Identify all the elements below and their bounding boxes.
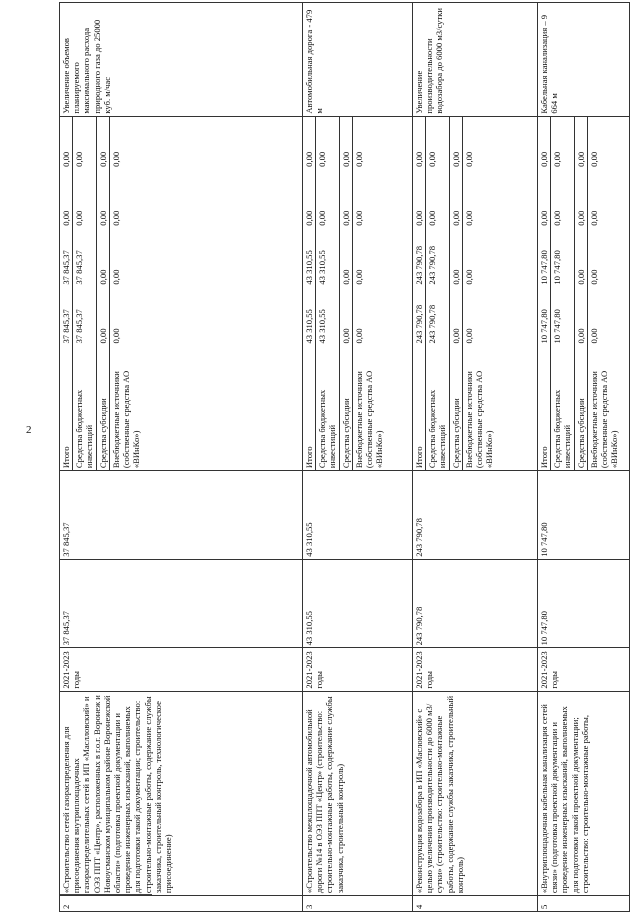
funding-breakdown — [413, 117, 495, 471]
funding-source-label: Средства бюджетных инвестиций — [316, 346, 339, 471]
funding-row — [551, 117, 574, 471]
funding-value-v2: 43 310,55 — [316, 228, 339, 287]
funding-source-label: Внебюджетные источники (собственные средства АО «ВИнКо») — [463, 370, 495, 469]
funding-sources — [538, 116, 630, 471]
funding-value-v2: 243 790,78 — [413, 228, 426, 287]
funding-sources — [303, 116, 413, 471]
funding-value-v3: 0,00 — [551, 169, 574, 228]
funding-value-v2: 0,00 — [339, 228, 352, 287]
funding-value-v4: 0,00 — [551, 117, 574, 169]
expected-result: Кабельная канализация – 9 664 м — [538, 3, 630, 117]
funding-value-v4: 0,00 — [110, 151, 121, 167]
funding-source-label: Средства бюджетных инвестиций — [551, 346, 574, 471]
funding-row — [60, 117, 73, 471]
funding-source-label: Внебюджетные источники (собственные средства АО «ВИнКо») — [588, 370, 620, 469]
funding-sources — [60, 116, 303, 471]
funding-value-v1: 10 747,80 — [551, 287, 574, 346]
funding-value-v4: 0,00 — [73, 117, 96, 169]
budget-cost: 243 790,78 — [413, 471, 538, 560]
funding-value-v4: 0,00 — [574, 117, 587, 169]
funding-value-v1: 0,00 — [449, 287, 462, 346]
funding-value-v3: 0,00 — [538, 169, 551, 228]
expected-result: Увеличение объемов планируемого максимального расхода природного газа до 25000 куб. м/час — [60, 3, 303, 117]
funding-value-v3: 0,00 — [339, 169, 352, 228]
funding-value-v1: 0,00 — [588, 328, 599, 344]
funding-value-v1: 243 790,78 — [413, 287, 426, 346]
funding-source-label: Средства бюджетных инвестиций — [426, 346, 449, 471]
row-number: 4 — [413, 896, 538, 912]
funding-value-v1: 0,00 — [463, 328, 474, 344]
funding-value-v4: 0,00 — [60, 117, 73, 169]
funding-value-v2: 10 747,80 — [551, 228, 574, 287]
period: 2021-2023 годы — [303, 648, 413, 691]
funding-value-v2: 0,00 — [353, 269, 364, 285]
funding-value-v2: 37 845,37 — [73, 228, 96, 287]
total-cost: 10 747,80 — [538, 559, 630, 648]
funding-value-v4: 0,00 — [353, 151, 364, 167]
investment-table — [59, 2, 630, 912]
funding-value-v4: 0,00 — [303, 117, 316, 169]
funding-row — [449, 117, 462, 471]
funding-value-v4: 0,00 — [96, 117, 109, 169]
funding-value-v3: 0,00 — [449, 169, 462, 228]
period: 2021-2023 годы — [60, 648, 303, 691]
funding-value-v1: 0,00 — [339, 287, 352, 346]
object-name: «Внутриплощадочная кабельная канализация сетей связи» (подготовка проектной документации и проведение инженерных изысканий, выполняемых для подготовки такой проектной документации; строительство: строительно-монтажные работы, — [538, 691, 630, 896]
funding-value-v2: 0,00 — [588, 269, 599, 285]
funding-value-v4: 0,00 — [426, 117, 449, 169]
funding-row — [426, 117, 449, 471]
funding-value-v3: 0,00 — [353, 210, 364, 226]
page-number: 2 — [26, 424, 32, 436]
table-row — [303, 3, 413, 912]
object-name: «Строительство сетей газораспределения для присоединения внутриплощадочных газораспределительных сетей в ИП «Маслловский» и ОЭЗ ППТ «Центр», расположенных в г.о.г. Воронеж и Новоусманском муниципальном районе Воронежской области» (подготовка проектной документации и проведение инженерных изысканий, выполняемых для подготовки такой документации; строительство: строительно-монтажные работы, содержание службы заказчика, строительный контроль, технологическое присоединение) — [60, 691, 303, 896]
funding-value-v1: 0,00 — [353, 328, 364, 344]
funding-value-v4: 0,00 — [588, 151, 599, 167]
table-row — [413, 3, 538, 912]
funding-row — [538, 117, 551, 471]
funding-row — [462, 117, 495, 471]
funding-source-label: Итого — [413, 346, 426, 471]
table-row — [60, 3, 303, 912]
funding-value-v3: 0,00 — [110, 210, 121, 226]
funding-value-v4: 0,00 — [538, 117, 551, 169]
funding-source-label: Средства субсидии — [449, 346, 462, 471]
footnote-rule — [60, 894, 152, 895]
funding-value-v4: 0,00 — [413, 117, 426, 169]
investment-table-rotated — [59, 2, 629, 912]
funding-breakdown — [538, 117, 620, 471]
funding-value-v1: 243 790,78 — [426, 287, 449, 346]
total-cost: 43 310,55 — [303, 559, 413, 648]
funding-row — [413, 117, 426, 471]
funding-value-v1: 0,00 — [96, 287, 109, 346]
funding-value-v2: 0,00 — [574, 228, 587, 287]
funding-value-v3: 0,00 — [303, 169, 316, 228]
funding-value-v2: 10 747,80 — [538, 228, 551, 287]
expected-result: Автомобильная дорога - 479 м — [303, 3, 413, 117]
funding-source-label: Итого — [538, 346, 551, 471]
funding-source-label: Средства субсидии — [574, 346, 587, 471]
funding-row — [96, 117, 109, 471]
funding-value-v4: 0,00 — [449, 117, 462, 169]
funding-value-v3: 0,00 — [463, 210, 474, 226]
funding-breakdown — [60, 117, 142, 471]
budget-cost: 37 845,37 — [60, 471, 303, 560]
funding-value-v1: 37 845,37 — [73, 287, 96, 346]
total-cost: 37 845,37 — [60, 559, 303, 648]
funding-value-v3: 0,00 — [426, 169, 449, 228]
funding-value-v3: 0,00 — [96, 169, 109, 228]
funding-row — [109, 117, 142, 471]
funding-source-label: Внебюджетные источники (собственные средства АО «ВИнКо») — [353, 370, 385, 469]
budget-cost: 10 747,80 — [538, 471, 630, 560]
funding-source-label: Средства субсидии — [96, 346, 109, 471]
funding-source-label: Средства субсидии — [339, 346, 352, 471]
funding-value-v1: 43 310,55 — [303, 287, 316, 346]
object-name: «Реконструкция водозабора в ИП «Масловский» с целью увеличения производительности до 6000 м3/сутки» (строительство: строительно-монтажные работы, содержание службы заказчика, строительный контроль) — [413, 691, 538, 896]
table-row — [538, 3, 630, 912]
funding-value-v3: 0,00 — [73, 169, 96, 228]
funding-breakdown — [303, 117, 385, 471]
funding-row — [352, 117, 385, 471]
budget-cost: 43 310,55 — [303, 471, 413, 560]
funding-source-label: Итого — [303, 346, 316, 471]
row-number: 3 — [303, 896, 413, 912]
funding-row — [574, 117, 587, 471]
row-number: 5 — [538, 896, 630, 912]
funding-value-v1: 10 747,80 — [538, 287, 551, 346]
funding-value-v1: 0,00 — [110, 328, 121, 344]
funding-value-v4: 0,00 — [339, 117, 352, 169]
funding-value-v2: 0,00 — [449, 228, 462, 287]
period: 2021-2023 годы — [413, 648, 538, 691]
funding-value-v4: 0,00 — [463, 151, 474, 167]
funding-row — [303, 117, 316, 471]
funding-value-v4: 0,00 — [316, 117, 339, 169]
funding-row — [73, 117, 96, 471]
object-name: «Строительство межплощадочной автомобильной дороги №14 в ОЭЗ ППТ «Центр» (строительство: строительно-монтажные работы, содержание службы заказчика, строительный контроль) — [303, 691, 413, 896]
funding-value-v3: 0,00 — [588, 210, 599, 226]
funding-value-v2: 43 310,55 — [303, 228, 316, 287]
funding-row — [587, 117, 620, 471]
funding-value-v2: 37 845,37 — [60, 228, 73, 287]
funding-value-v1: 37 845,37 — [60, 287, 73, 346]
funding-row — [339, 117, 352, 471]
funding-value-v3: 0,00 — [316, 169, 339, 228]
funding-value-v3: 0,00 — [413, 169, 426, 228]
funding-source-label: Средства бюджетных инвестиций — [73, 346, 96, 471]
funding-source-label: Итого — [60, 346, 73, 471]
funding-sources — [413, 116, 538, 471]
period: 2021-2023 годы — [538, 648, 630, 691]
funding-value-v3: 0,00 — [574, 169, 587, 228]
funding-value-v2: 243 790,78 — [426, 228, 449, 287]
funding-value-v2: 0,00 — [463, 269, 474, 285]
funding-value-v2: 0,00 — [110, 269, 121, 285]
total-cost: 243 790,78 — [413, 559, 538, 648]
funding-row — [316, 117, 339, 471]
funding-value-v1: 0,00 — [574, 287, 587, 346]
funding-value-v3: 0,00 — [60, 169, 73, 228]
funding-value-v2: 0,00 — [96, 228, 109, 287]
funding-source-label: Внебюджетные источники (собственные средства АО «ВИнКо») — [110, 370, 142, 469]
row-number: 2 — [60, 896, 303, 912]
funding-value-v1: 43 310,55 — [316, 287, 339, 346]
expected-result: Увеличение производительности водозабора до 6000 м3/сутки — [413, 3, 538, 117]
